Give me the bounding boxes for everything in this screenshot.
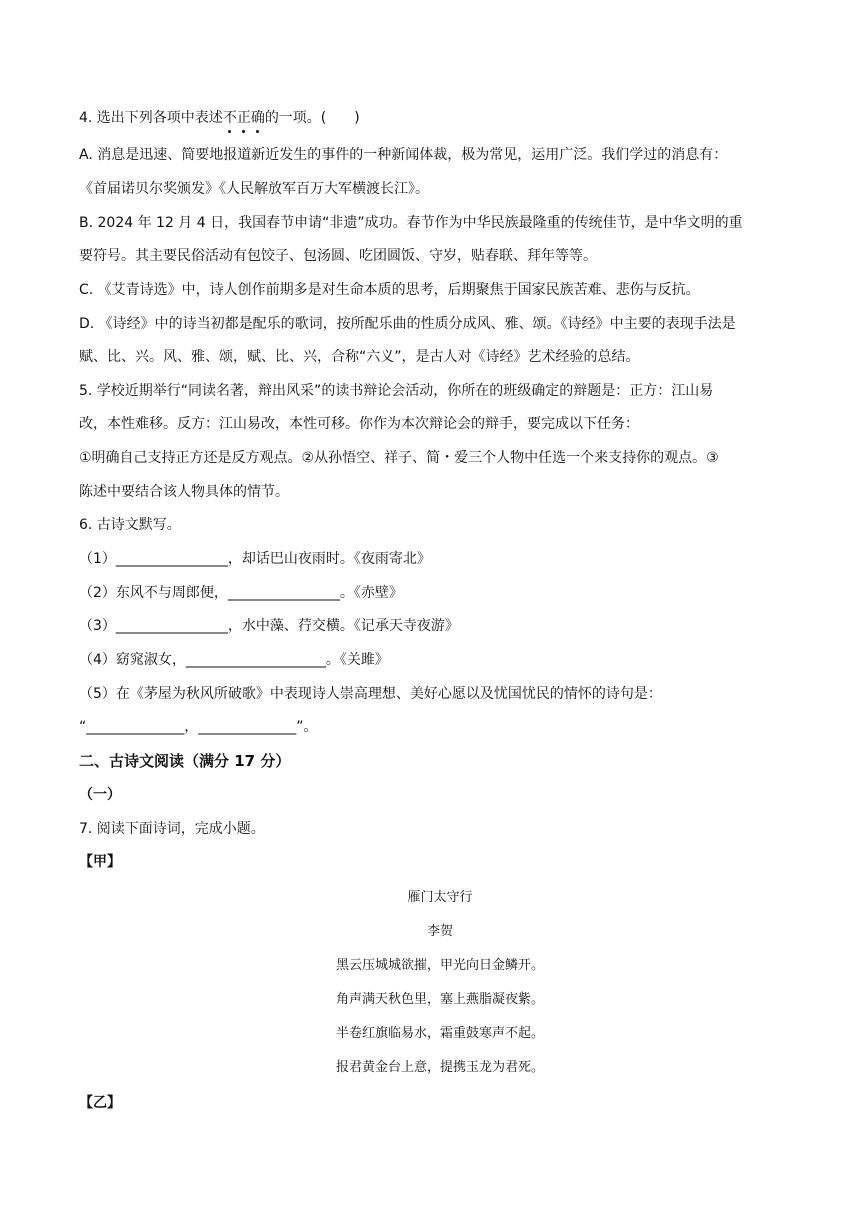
question-6-stem: 6. 古诗文默写。: [79, 517, 181, 533]
q4-option-d: D. 《诗经》中的诗当初都是配乐的歌词，按所配乐曲的性质分成风、雅、颂。《诗经》中主要的表现手法是: [79, 316, 736, 332]
question-4-stem: [79, 108, 779, 128]
section-2-part-1: （一）: [79, 787, 121, 803]
q4-option-a-cont: 《首届诺贝尔奖颁发》《人民解放军百万大军横渡长江》。: [79, 181, 429, 197]
question-5-line: 5. 学校近期举行“同读名著，辩出风采”的读书辩论会活动，你所在的班级确定的辩题是：正方：江山易: [79, 383, 714, 399]
poem-line: 半卷红旗临易水，霜重鼓寒声不起。: [335, 1026, 544, 1041]
question-7-stem: 7. 阅读下面诗词，完成小题。: [79, 821, 265, 837]
poem-title: 雁门太守行: [407, 890, 473, 905]
q4-option-c: C. 《艾青诗选》中，诗人创作前期多是对生命本质的思考，后期聚焦于国家民族苦难、悲伤与反抗。: [79, 282, 700, 298]
q4-stem-tail: 的一项。( ): [264, 110, 360, 126]
poem-line: 角声满天秋色里，塞上燕脂凝夜紫。: [335, 992, 544, 1007]
question-5-line: 改，本性难移。反方：江山易改，本性可移。你作为本次辩论会的辩手，要完成以下任务：: [79, 416, 639, 432]
q6-item-5: （5）在《茅屋为秋风所破歌》中表现诗人崇高理想、美好心愿以及忧国忧民的情怀的诗句是：: [79, 686, 662, 702]
q4-option-a: A. 消息是迅速、简要地报道新近发生的事件的一种新闻体裁，极为常见，运用广泛。我们学过的消息有：: [79, 147, 728, 163]
poem-author: 李贺: [426, 924, 453, 939]
q6-item-3: （3）________________，水中藻、荇交横。《记承天寺夜游》: [79, 618, 459, 634]
q6-item-2: （2）东风不与周郎便，________________。《赤壁》: [79, 585, 403, 601]
emphasis-char: 正: [236, 110, 251, 126]
q4-option-b-cont: 要符号。其主要民俗活动有包饺子、包汤圆、吃团圆饭、守岁，贴春联、拜年等等。: [79, 248, 597, 264]
q4-option-d-cont: 赋、比、兴。风、雅、颂，赋、比、兴，合称“六义”，是古人对《诗经》艺术经验的总结。: [79, 349, 640, 365]
q6-item-5-blank: “______________，______________”。: [79, 719, 318, 735]
poem-line: 黑云压城城欲摧，甲光向日金鳞开。: [335, 958, 544, 973]
q4-option-b: B. 2024 年 12 月 4 日，我国春节申请“非遗”成功。春节作为中华民族最隆重的传统佳节，是中华文明的重: [79, 215, 743, 231]
q6-item-4: （4）窈窕淑女，____________________。《关雎》: [79, 652, 389, 668]
emphasis-char: 不: [222, 110, 237, 126]
q6-item-1: （1）________________，却话巴山夜雨时。《夜雨寄北》: [79, 551, 431, 567]
poem-line: 报君黄金台上意，提携玉龙为君死。: [335, 1060, 544, 1075]
emphasis-char: 确: [250, 110, 265, 126]
question-5-line: 陈述中要结合该人物具体的情节。: [79, 484, 289, 500]
question-5-line: ①明确自己支持正方还是反方观点。②从孙悟空、祥子、简・爱三个人物中任选一个来支持你的观点。③: [79, 450, 719, 466]
poem-label-yi: 【乙】: [79, 1095, 121, 1111]
section-2-title: 二、古诗文阅读（满分 17 分）: [79, 752, 291, 770]
q4-stem-text: 4. 选出下列各项中表述: [79, 110, 223, 126]
poem-label-jia: 【甲】: [79, 854, 121, 870]
